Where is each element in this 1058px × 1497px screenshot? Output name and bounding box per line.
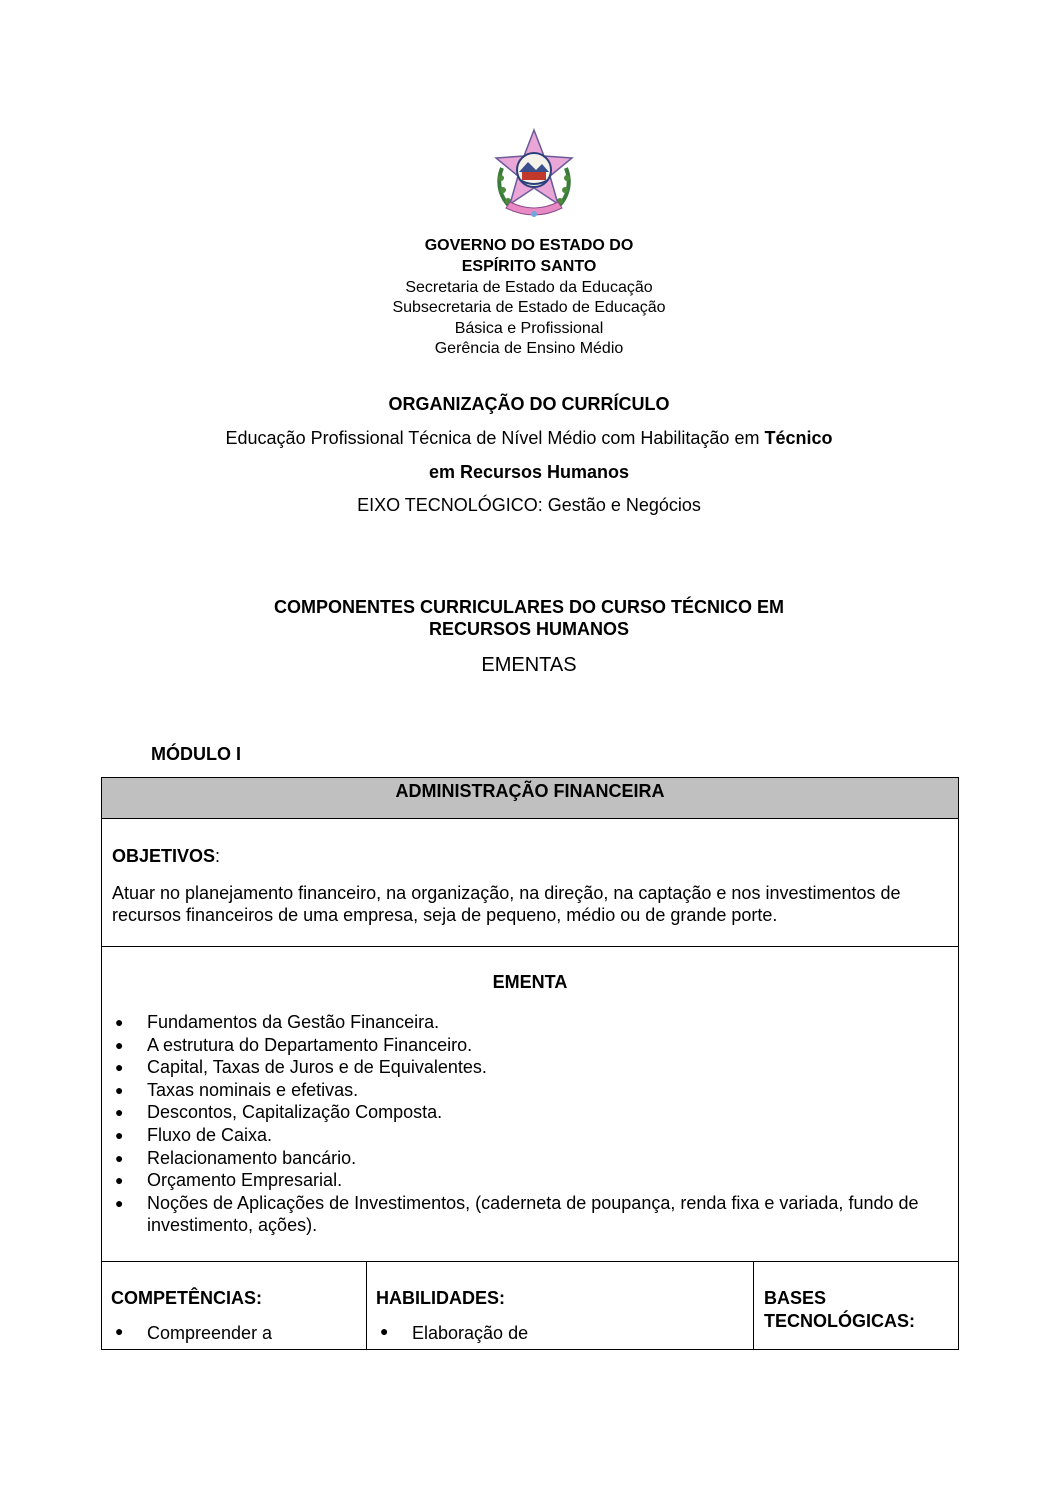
gerencia-line: Gerência de Ensino Médio	[434, 340, 624, 357]
bases-heading-line2: TECNOLÓGICAS:	[764, 1311, 915, 1331]
government-title-line2: ESPÍRITO SANTO	[461, 258, 597, 275]
competencias-cell	[102, 1262, 367, 1350]
objectives-text: Atuar no planejamento financeiro, na organização, na direção, na captação e nos investimentos de recursos financeiros de uma empresa, seja de pequeno, médio ou de grande porte.	[112, 883, 901, 925]
ementa-cell	[102, 947, 959, 1262]
bases-heading-line1: BASES	[764, 1288, 827, 1308]
components-title-line1: COMPONENTES CURRICULARES DO CURSO TÉCNICO EM	[273, 597, 785, 617]
subsecretaria-line: Subsecretaria de Estado de Educação	[392, 299, 666, 316]
list-item-text: Relacionamento bancário.	[147, 1147, 357, 1168]
curriculum-subtitle	[0, 428, 1058, 449]
bullet-icon: ●	[115, 1172, 124, 1189]
list-item	[102, 1169, 958, 1192]
list-item	[102, 1034, 958, 1057]
ementa-title: EMENTA	[492, 972, 568, 992]
curriculum-subtitle-bold: Técnico	[764, 428, 833, 448]
list-item	[102, 1147, 958, 1170]
list-item	[102, 1101, 958, 1124]
list-item-text: Taxas nominais e efetivas.	[147, 1079, 359, 1100]
basica-profissional-line: Básica e Profissional	[454, 320, 604, 337]
bullet-icon: ●	[115, 1194, 124, 1211]
objectives-colon: :	[215, 846, 221, 866]
bullet-icon: ●	[380, 1323, 389, 1339]
list-item-text: Compreender a	[147, 1323, 273, 1343]
list-item-text: Fundamentos da Gestão Financeira.	[147, 1012, 440, 1032]
competencias-heading: COMPETÊNCIAS:	[111, 1288, 263, 1308]
curriculum-subtitle-line2: em Recursos Humanos	[428, 462, 630, 482]
list-item-text: Fluxo de Caixa.	[147, 1124, 273, 1145]
habilidades-cell	[367, 1262, 754, 1350]
list-item	[367, 1323, 753, 1344]
components-subtitle: EMENTAS	[481, 654, 577, 676]
list-item-text: Capital, Taxas de Juros e de Equivalentes.	[147, 1057, 487, 1078]
objectives-label: OBJETIVOS	[112, 846, 216, 866]
bases-heading	[754, 1287, 958, 1333]
bullet-icon: ●	[115, 1081, 124, 1098]
discipline-title: ADMINISTRAÇÃO FINANCEIRA	[102, 778, 959, 819]
bullet-icon: ●	[115, 1323, 124, 1339]
list-item	[102, 1056, 958, 1079]
curriculum-title: ORGANIZAÇÃO DO CURRÍCULO	[388, 394, 670, 414]
list-item-text: Elaboração de	[412, 1323, 529, 1343]
objectives-cell	[102, 819, 959, 947]
bullet-icon: ●	[115, 1036, 124, 1053]
course-table	[101, 777, 959, 1350]
government-title-line1: GOVERNO DO ESTADO DO	[424, 237, 634, 254]
list-item-text: Descontos, Capitalização Composta.	[147, 1102, 443, 1123]
list-item	[102, 1011, 958, 1034]
list-item	[102, 1323, 366, 1344]
secretaria-line: Secretaria de Estado da Educação	[405, 279, 653, 296]
coat-of-arms-icon	[492, 128, 576, 220]
list-item-text: Noções de Aplicações de Investimentos, (caderneta de poupança, renda fixa e variada, fundo de investimento, ações).	[147, 1192, 919, 1236]
list-item	[102, 1192, 958, 1237]
components-title-line2: RECURSOS HUMANOS	[428, 619, 629, 639]
bullet-icon: ●	[115, 1126, 124, 1143]
bullet-icon: ●	[115, 1014, 124, 1030]
objectives-heading	[112, 846, 948, 867]
bases-cell	[754, 1262, 959, 1350]
list-item	[102, 1124, 958, 1147]
list-item-text: Orçamento Empresarial.	[147, 1170, 343, 1191]
curriculum-subtitle-regular: Educação Profissional Técnica de Nível Médio com Habilitação em	[225, 428, 765, 448]
list-item	[102, 1079, 958, 1102]
bullet-icon: ●	[115, 1059, 124, 1076]
bullet-icon: ●	[115, 1104, 124, 1121]
module-label: MÓDULO I	[151, 744, 241, 764]
habilidades-heading: HABILIDADES:	[376, 1288, 505, 1308]
bullet-icon: ●	[115, 1149, 124, 1166]
list-item-text: A estrutura do Departamento Financeiro.	[147, 1034, 473, 1055]
ementa-list	[102, 1011, 958, 1237]
technological-axis: EIXO TECNOLÓGICO: Gestão e Negócios	[357, 495, 701, 515]
